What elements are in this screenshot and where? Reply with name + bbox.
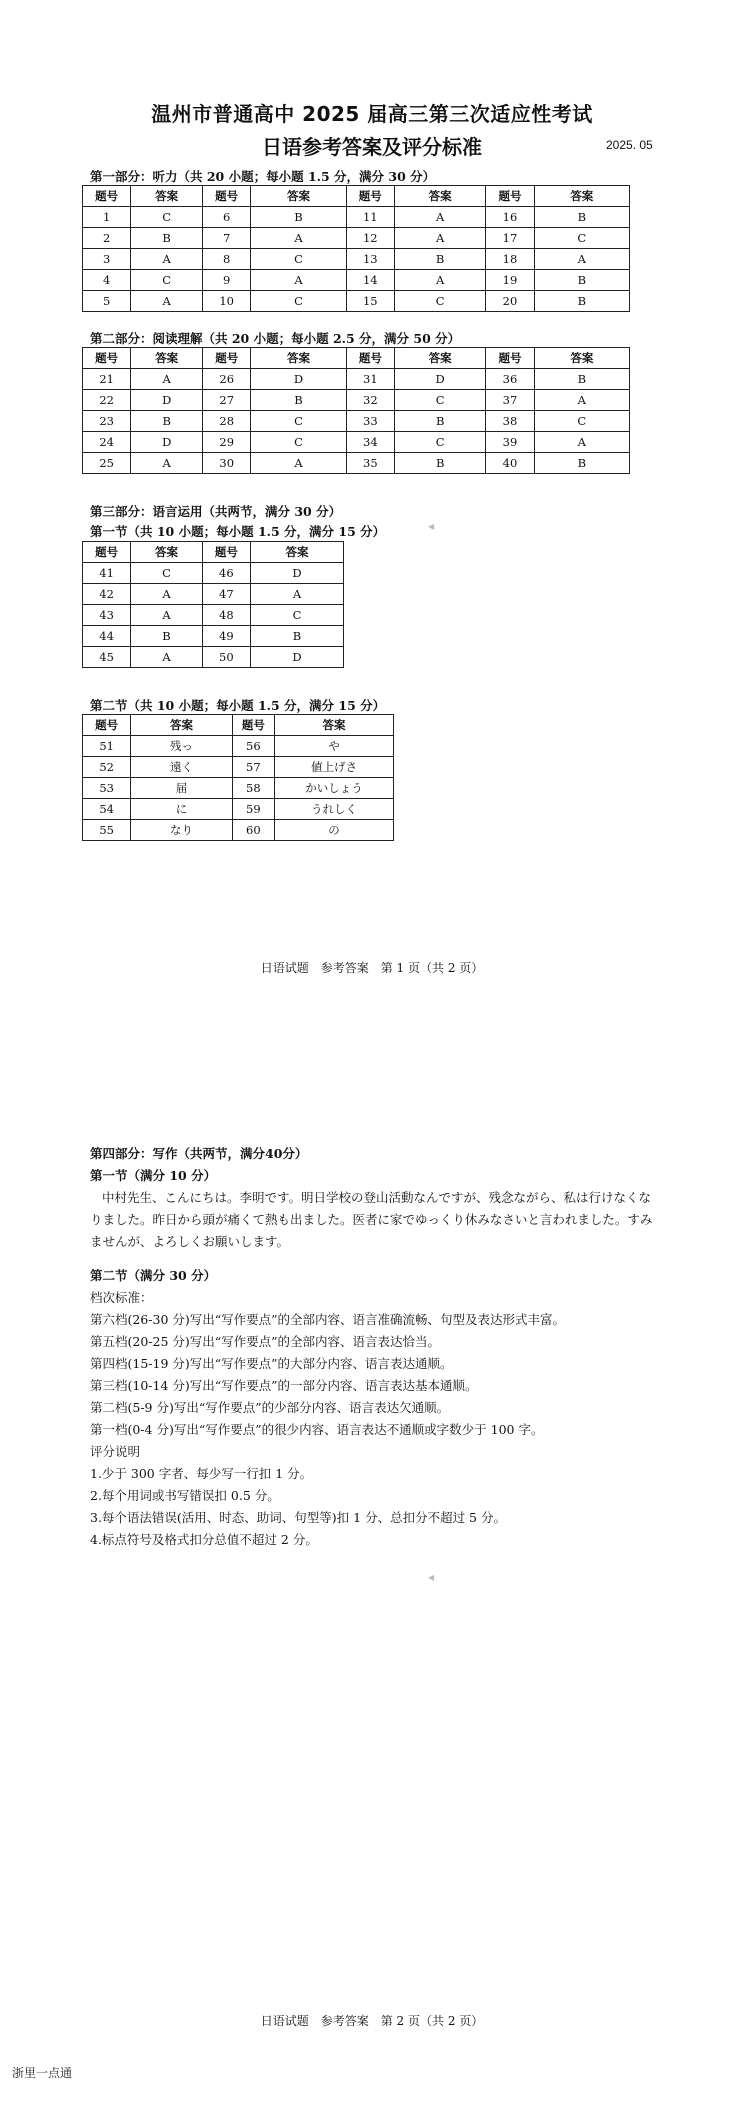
table-row [83,270,630,291]
answer-cell: に [131,799,232,820]
part3-section2-table [82,714,394,841]
header-cell: 答案 [394,186,485,207]
header-cell: 答案 [275,715,394,736]
answer-cell: A [534,432,629,453]
answer-cell: B [534,291,629,312]
question-number-cell: 60 [232,820,274,841]
answer-cell: A [251,453,346,474]
header-cell: 答案 [131,715,232,736]
question-number-cell: 58 [232,778,274,799]
page1-footer: 日语试题 参考答案 第 1 页（共 2 页） [260,961,484,975]
question-number-cell: 39 [486,432,534,453]
header-cell: 题号 [486,186,534,207]
part4-section1-letter: 中村先生、こんにちは。李明です。明日学校の登山活動なんですが、残念ながら、私は行けなくなりました。昨日から頭が痛くて熱も出ました。医者に家でゆっくり休みなさいと言われました。すみませんが、よろしくお願いします。 [90,1190,653,1249]
header-cell: 题号 [83,542,131,563]
answer-cell: B [251,207,346,228]
table-row [83,757,394,778]
question-number-cell: 29 [203,432,251,453]
question-number-cell: 59 [232,799,274,820]
part4-section2-heading: 第二节（满分 30 分） [90,1268,217,1283]
answer-cell: B [131,228,203,249]
grade-item: 第三档(10-14 分)写出“写作要点”的一部分内容、语言表达基本通顺。 [90,1378,478,1393]
answer-cell: 届 [131,778,232,799]
table-row [83,605,344,626]
answer-cell: B [534,453,629,474]
answer-cell: A [251,228,346,249]
answer-cell: A [251,270,346,291]
answer-cell: C [534,228,629,249]
answer-cell: A [394,270,485,291]
header-cell: 题号 [202,542,250,563]
answer-cell: C [131,563,203,584]
question-number-cell: 40 [486,453,534,474]
grade-item: 第二档(5-9 分)写出“写作要点”的少部分内容、语言表达欠通顺。 [90,1400,450,1415]
question-number-cell: 48 [202,605,250,626]
answer-cell: A [131,369,203,390]
answer-cell: A [394,207,485,228]
answer-cell: B [394,411,485,432]
answer-cell: C [131,207,203,228]
table-row [83,647,344,668]
answer-cell: D [251,369,346,390]
question-number-cell: 13 [346,249,394,270]
part1-answer-table [82,185,630,312]
table-row [83,626,344,647]
question-number-cell: 17 [486,228,534,249]
answer-cell: C [251,411,346,432]
answer-cell: D [131,432,203,453]
answer-cell: C [534,411,629,432]
table-row [83,390,630,411]
question-number-cell: 28 [203,411,251,432]
question-number-cell: 9 [203,270,251,291]
answer-cell: A [534,249,629,270]
answer-cell: A [131,584,203,605]
question-number-cell: 46 [202,563,250,584]
question-number-cell: 2 [83,228,131,249]
table-row [83,228,630,249]
table-row [83,799,394,820]
answer-cell: B [394,453,485,474]
scoring-item: 1.少于 300 字者、每少写一行扣 1 分。 [90,1466,313,1481]
question-number-cell: 27 [203,390,251,411]
question-number-cell: 7 [203,228,251,249]
question-number-cell: 15 [346,291,394,312]
grade-item: 第五档(20-25 分)写出“写作要点”的全部内容、语言表达恰当。 [90,1334,441,1349]
exam-title: 温州市普通高中 2025 届高三第三次适应性考试 [151,102,593,126]
table-header-row [83,715,394,736]
answer-cell: A [131,453,203,474]
answer-cell: A [131,647,203,668]
scan-mark: ◀ [428,1573,435,1582]
table-header-row [83,542,344,563]
table-header-row [83,348,630,369]
answer-cell: A [394,228,485,249]
table-row [83,207,630,228]
header-cell: 答案 [394,348,485,369]
table-row [83,369,630,390]
part3-section2-heading: 第二节（共 10 小题；每小题 1.5 分，满分 15 分） [90,698,386,713]
scoring-item: 3.每个语法错误(活用、时态、助词、句型等)扣 1 分、总扣分不超过 5 分。 [90,1510,506,1525]
grade-item: 第一档(0-4 分)写出“写作要点”的很少内容、语言表达不通顺或字数少于 100 字。 [90,1422,544,1437]
question-number-cell: 41 [83,563,131,584]
answer-cell: A [534,390,629,411]
answer-cell: B [534,270,629,291]
answer-cell: B [251,390,346,411]
answer-cell: C [394,432,485,453]
header-cell: 答案 [131,542,203,563]
question-number-cell: 6 [203,207,251,228]
answer-cell: かいしょう [275,778,394,799]
question-number-cell: 33 [346,411,394,432]
question-number-cell: 26 [203,369,251,390]
question-number-cell: 44 [83,626,131,647]
answer-cell: C [394,291,485,312]
answer-cell: B [394,249,485,270]
header-cell: 答案 [131,186,203,207]
question-number-cell: 32 [346,390,394,411]
header-cell: 题号 [83,348,131,369]
scoring-item: 4.标点符号及格式扣分总值不超过 2 分。 [90,1532,318,1547]
question-number-cell: 42 [83,584,131,605]
question-number-cell: 53 [83,778,131,799]
question-number-cell: 50 [202,647,250,668]
answer-cell: A [131,605,203,626]
part4-heading: 第四部分：写作（共两节，满分40分） [90,1146,308,1161]
table-row [83,563,344,584]
question-number-cell: 55 [83,820,131,841]
part3-heading: 第三部分：语言运用（共两节，满分 30 分） [90,504,342,519]
answer-cell: 遠く [131,757,232,778]
table-row [83,411,630,432]
answer-cell: A [250,584,343,605]
answer-cell: C [250,605,343,626]
answer-cell: B [131,411,203,432]
question-number-cell: 1 [83,207,131,228]
grading-label: 档次标准： [90,1290,153,1305]
question-number-cell: 47 [202,584,250,605]
table-row [83,249,630,270]
table-row [83,820,394,841]
header-cell: 题号 [203,186,251,207]
header-cell: 答案 [250,542,343,563]
question-number-cell: 24 [83,432,131,453]
exam-date: 2025. 05 [606,138,653,152]
question-number-cell: 35 [346,453,394,474]
question-number-cell: 14 [346,270,394,291]
question-number-cell: 31 [346,369,394,390]
question-number-cell: 37 [486,390,534,411]
answer-cell: なり [131,820,232,841]
header-cell: 答案 [534,348,629,369]
header-cell: 题号 [203,348,251,369]
answer-cell: C [251,249,346,270]
question-number-cell: 36 [486,369,534,390]
header-cell: 答案 [251,186,346,207]
table-header-row [83,186,630,207]
header-cell: 题号 [486,348,534,369]
answer-cell: B [250,626,343,647]
answer-key-title: 日语参考答案及评分标准 [262,135,482,159]
answer-cell: B [534,369,629,390]
answer-cell: D [250,563,343,584]
answer-cell: D [250,647,343,668]
table-row [83,453,630,474]
answer-cell: 残っ [131,736,232,757]
header-cell: 题号 [232,715,274,736]
header-cell: 题号 [346,186,394,207]
answer-cell: C [251,291,346,312]
question-number-cell: 23 [83,411,131,432]
question-number-cell: 43 [83,605,131,626]
answer-cell: や [275,736,394,757]
table-row [83,778,394,799]
question-number-cell: 38 [486,411,534,432]
question-number-cell: 45 [83,647,131,668]
part3-section1-table [82,541,344,668]
question-number-cell: 25 [83,453,131,474]
answer-cell: D [394,369,485,390]
answer-cell: D [131,390,203,411]
scan-mark: ◀ [428,522,435,531]
question-number-cell: 34 [346,432,394,453]
question-number-cell: 19 [486,270,534,291]
question-number-cell: 54 [83,799,131,820]
answer-cell: うれしく [275,799,394,820]
answer-cell: B [534,207,629,228]
question-number-cell: 22 [83,390,131,411]
header-cell: 答案 [251,348,346,369]
question-number-cell: 49 [202,626,250,647]
question-number-cell: 21 [83,369,131,390]
answer-cell: C [394,390,485,411]
scoring-label: 评分说明 [90,1444,141,1459]
question-number-cell: 18 [486,249,534,270]
part2-answer-table [82,347,630,474]
question-number-cell: 4 [83,270,131,291]
part1-heading: 第一部分：听力（共 20 小题；每小题 1.5 分，满分 30 分） [90,169,436,184]
answer-cell: C [251,432,346,453]
page2-footer: 日语试题 参考答案 第 2 页（共 2 页） [260,2014,484,2028]
question-number-cell: 5 [83,291,131,312]
table-row [83,584,344,605]
part4-section1-heading: 第一节（满分 10 分） [90,1168,217,1183]
table-row [83,736,394,757]
question-number-cell: 3 [83,249,131,270]
answer-cell: の [275,820,394,841]
watermark-text: 浙里一点通 [12,2066,73,2080]
question-number-cell: 8 [203,249,251,270]
question-number-cell: 57 [232,757,274,778]
header-cell: 题号 [83,186,131,207]
answer-cell: 値上げさ [275,757,394,778]
header-cell: 题号 [346,348,394,369]
part3-section1-heading: 第一节（共 10 小题；每小题 1.5 分，满分 15 分） [90,524,386,539]
question-number-cell: 20 [486,291,534,312]
question-number-cell: 56 [232,736,274,757]
answer-cell: B [131,626,203,647]
scoring-item: 2.每个用词或书写错误扣 0.5 分。 [90,1488,280,1503]
part2-heading: 第二部分：阅读理解（共 20 小题；每小题 2.5 分，满分 50 分） [90,331,461,346]
part4-block [90,1143,660,1551]
question-number-cell: 12 [346,228,394,249]
answer-cell: A [131,291,203,312]
header-cell: 题号 [83,715,131,736]
question-number-cell: 52 [83,757,131,778]
question-number-cell: 30 [203,453,251,474]
table-row [83,432,630,453]
grade-item: 第四档(15-19 分)写出“写作要点”的大部分内容、语言表达通顺。 [90,1356,453,1371]
question-number-cell: 16 [486,207,534,228]
answer-cell: A [131,249,203,270]
question-number-cell: 10 [203,291,251,312]
question-number-cell: 11 [346,207,394,228]
table-row [83,291,630,312]
grade-item: 第六档(26-30 分)写出“写作要点”的全部内容、语言准确流畅、句型及表达形式丰富。 [90,1312,566,1327]
header-cell: 答案 [131,348,203,369]
question-number-cell: 51 [83,736,131,757]
answer-cell: C [131,270,203,291]
header-cell: 答案 [534,186,629,207]
